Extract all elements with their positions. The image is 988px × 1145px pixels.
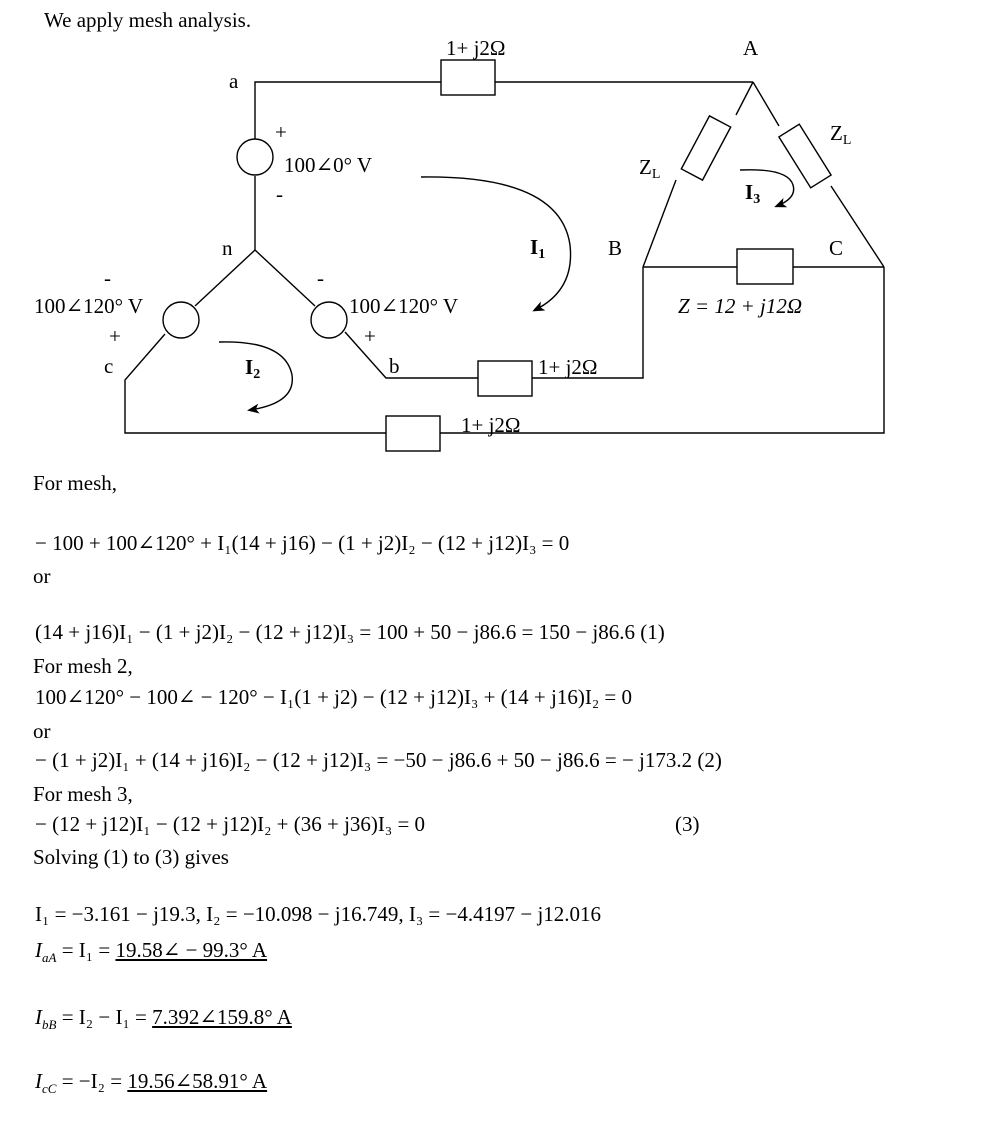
node-B-label: B xyxy=(608,236,623,260)
wire-A-C-upper xyxy=(753,82,779,126)
or-text-1: or xyxy=(33,564,51,588)
solving-text: Solving (1) to (3) gives xyxy=(33,845,229,869)
voltage-source-c xyxy=(163,302,199,338)
wire-A-B-upper xyxy=(736,82,753,115)
node-C-label: C xyxy=(829,236,844,260)
zl-AC-label: ZL xyxy=(830,121,852,148)
ibB-value: 7.392∠159.8° A xyxy=(152,1005,292,1029)
circuit-diagram xyxy=(0,0,988,470)
source-b-label: 100∠120° V xyxy=(349,294,459,318)
source-a-minus: - xyxy=(276,182,283,206)
node-a-label: a xyxy=(229,69,239,93)
mesh2-equation: 100∠120° − 100∠ − 120° − I₁(1 + j2) − (12 + j12)I₃ + (14 + j16)I₂ = 0 xyxy=(35,685,632,709)
node-c-label: c xyxy=(104,354,114,378)
zl-AB-label: ZL xyxy=(639,155,661,182)
impedance-line-c xyxy=(386,416,440,451)
impedance-line-a xyxy=(441,60,495,95)
source-b-plus: + xyxy=(364,324,376,348)
zl-value-label: Z = 12 + j12Ω xyxy=(678,294,803,318)
or-text-2: or xyxy=(33,719,51,743)
iaA-result: $I_{aA} = I_1$ = 19.58∠ − 99.3° A xyxy=(35,938,268,966)
mesh-i2-label: I2 xyxy=(245,355,261,382)
mesh2-heading: For mesh 2, xyxy=(33,654,133,678)
source-b-minus: - xyxy=(317,266,324,290)
node-n-label: n xyxy=(222,236,233,260)
line-impedance-b-label: 1+ j2Ω xyxy=(538,355,598,379)
source-c-minus: - xyxy=(104,266,111,290)
for-mesh-heading: For mesh, xyxy=(33,471,117,495)
voltage-source-b xyxy=(311,302,347,338)
equation-1: (14 + j16)I₁ − (1 + j2)I₂ − (12 + j12)I₃ = 100 + 50 − j86.6 = 150 − j86.6 (1) xyxy=(35,620,665,644)
mesh3-heading: For mesh 3, xyxy=(33,782,133,806)
iaA-value: 19.58∠ − 99.3° A xyxy=(115,938,268,962)
source-a-plus: + xyxy=(275,120,287,144)
intro-text: We apply mesh analysis. xyxy=(44,8,252,32)
mesh1-equation: − 100 + 100∠120° + I₁(14 + j16) − (1 + j2)I₂ − (12 + j12)I₃ = 0 xyxy=(35,531,570,555)
solution-currents: I₁ = −3.161 − j19.3, I₂ = −10.098 − j16.749, I₃ = −4.4197 − j12.016 xyxy=(35,902,602,926)
impedance-AC xyxy=(779,124,831,188)
equation-3-number: (3) xyxy=(675,812,700,836)
icC-result: $I_{cC} = -I_2$ = 19.56∠58.91° A xyxy=(35,1069,268,1097)
equation-2: − (1 + j2)I₁ + (14 + j16)I₂ − (12 + j12)I₃ = −50 − j86.6 + 50 − j86.6 = − j173.2 (2) xyxy=(35,748,722,772)
impedance-BC xyxy=(737,249,793,284)
wire-n-b xyxy=(255,250,315,306)
impedance-line-b xyxy=(478,361,532,396)
source-c-label: 100∠120° V xyxy=(34,294,144,318)
mesh-i1-label: I1 xyxy=(530,235,546,262)
wire-cC xyxy=(125,267,884,433)
mesh-arrow-i1 xyxy=(421,177,571,310)
voltage-source-a xyxy=(237,139,273,175)
node-b-label: b xyxy=(389,354,400,378)
line-impedance-c-label: 1+ j2Ω xyxy=(461,413,521,437)
node-A-label: A xyxy=(743,36,759,60)
ibB-result: $I_{bB} = I_2 - I_1$ = 7.392∠159.8° A xyxy=(35,1005,292,1033)
mesh-i3-label: I3 xyxy=(745,180,761,207)
impedance-AB xyxy=(681,116,730,180)
line-impedance-a-label: 1+ j2Ω xyxy=(446,36,506,60)
wire-A-B-lower xyxy=(643,180,676,267)
equation-3: − (12 + j12)I₁ − (12 + j12)I₂ + (36 + j36)I₃ = 0 xyxy=(35,812,426,836)
source-a-label: 100∠0° V xyxy=(284,153,373,177)
icC-value: 19.56∠58.91° A xyxy=(127,1069,268,1093)
source-c-plus: + xyxy=(109,324,121,348)
